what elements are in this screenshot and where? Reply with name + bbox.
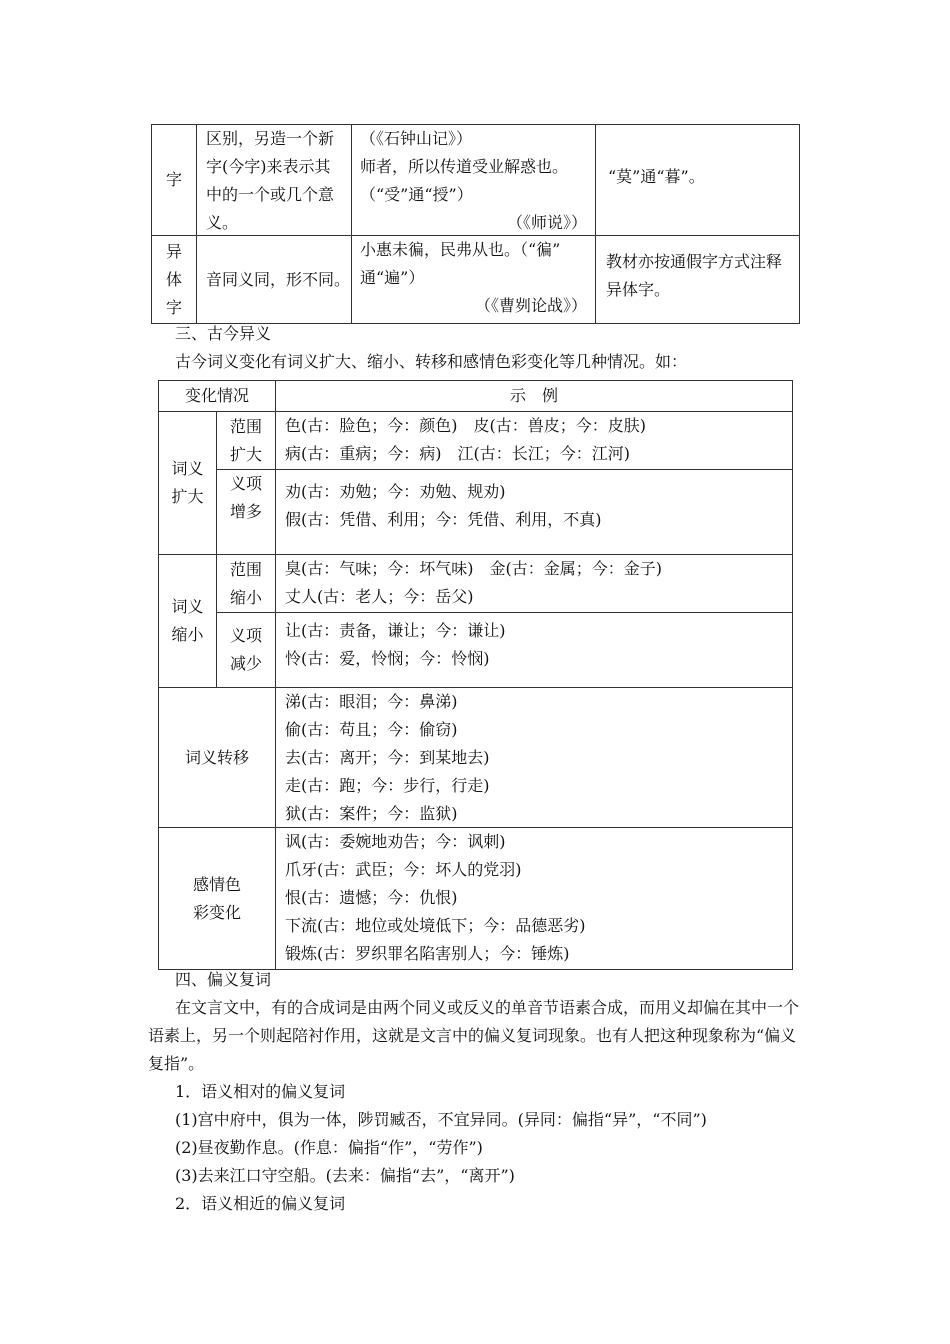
cell-text: 教材亦按通假字方式注释 xyxy=(606,252,783,271)
group-label-cell xyxy=(158,687,276,828)
label-line: 词义 xyxy=(171,597,204,616)
example-line: (2)昼夜勤作息。(作息：偏指“作”，“劳作”) xyxy=(175,1138,483,1157)
example-line: 爪牙(古：武臣；今：坏人的党羽) xyxy=(285,860,522,879)
example-cell xyxy=(275,554,793,613)
cell-text: 异体字。 xyxy=(606,280,671,299)
cell-text: 中的一个或几个意 xyxy=(206,185,335,204)
example-line: 色(古：脸色；今：颜色) 皮(古：兽皮；今：皮肤) xyxy=(285,416,646,435)
table-header-cell xyxy=(275,380,793,412)
table-cell xyxy=(151,235,197,324)
sub-label-cell xyxy=(216,554,276,613)
label-line: 缩小 xyxy=(171,625,204,644)
example-cell xyxy=(275,612,793,688)
cell-text: 音同义同，形不同。 xyxy=(206,270,351,289)
example-line: 假(古：凭借、利用；今：凭借、利用，不真) xyxy=(285,510,602,529)
example-line: 让(古：责备，谦让；今：谦让) xyxy=(285,621,506,640)
cell-text: 义。 xyxy=(206,213,239,232)
example-line: 涕(古：眼泪；今：鼻涕) xyxy=(285,692,458,711)
example-line: 臭(古：气味；今：坏气味) 金(古：金属；今：金子) xyxy=(285,559,662,578)
cell-text: 区别，另造一个新 xyxy=(206,129,335,148)
cell-text: 通“遍”） xyxy=(360,268,425,287)
sub-label-cell xyxy=(216,612,276,688)
example-line: 劝(古：劝勉；今：劝勉、规劝) xyxy=(285,482,506,501)
example-line: 丈人(古：老人；今：岳父) xyxy=(285,587,474,606)
example-line: 恨(古：遗憾；今：仇恨) xyxy=(285,888,458,907)
example-line: 偷(古：苟且；今：偷窃) xyxy=(285,720,458,739)
label-line: 范围 xyxy=(229,416,262,436)
example-cell xyxy=(275,827,793,970)
section-heading: 三、古今异义 xyxy=(175,324,272,343)
label-line: 缩小 xyxy=(229,587,262,607)
header-label: 变化情况 xyxy=(184,386,249,405)
table-cell xyxy=(595,235,800,324)
example-line: 怜(古：爱，怜悯；今：怜悯) xyxy=(285,649,490,668)
label-char: 体 xyxy=(165,269,182,289)
label-line: 扩大 xyxy=(229,444,262,464)
paragraph-line: 在文言文中，有的合成词是由两个同义或反义的单音节语素合成，而用义却偏在其中一个 xyxy=(175,998,800,1017)
label-line: 增多 xyxy=(229,502,262,521)
cell-source: （《曹刿论战》） xyxy=(474,296,587,315)
example-line: (1)宫中府中，俱为一体，陟罚臧否，不宜异同。(异同：偏指“异”，“不同”) xyxy=(175,1110,707,1129)
section-heading: 四、偏义复词 xyxy=(175,970,272,989)
example-line: 走(古：跑；今：步行，行走) xyxy=(285,776,490,795)
group-label xyxy=(159,828,275,969)
cell-text: （《石钟山记》） xyxy=(360,129,473,148)
cell-label: 字 xyxy=(165,170,182,189)
section-paragraph xyxy=(148,994,799,1078)
label-line: 范围 xyxy=(229,559,262,579)
example-line: 病(古：重病；今：病) 江(古：长江；今：江河) xyxy=(285,444,630,463)
example-line: 锻炼(古：罗织罪名陷害别人；今：锤炼) xyxy=(285,944,570,963)
cell-text: 师者，所以传道受业解惑也。 xyxy=(360,157,569,176)
header-label: 示 例 xyxy=(509,386,558,405)
subheading: 2．语义相近的偏义复词 xyxy=(175,1194,346,1213)
cell-source: （《师说》） xyxy=(506,213,587,232)
sub-label xyxy=(217,555,275,612)
group-label-cell xyxy=(158,554,217,688)
table-cell xyxy=(595,124,800,236)
example-line: 下流(古：地位或处境低下；今：品德恶劣) xyxy=(285,916,586,935)
example-line: (3)去来江口守空船。(去来：偏指“去”，“离开”) xyxy=(175,1166,515,1185)
cell-label xyxy=(152,236,196,323)
sub-label xyxy=(217,613,275,687)
group-label: 词义转移 xyxy=(184,747,249,767)
table-cell xyxy=(351,235,596,324)
label-line: 感情色 xyxy=(192,874,241,894)
section-intro: 古今词义变化有词义扩大、缩小、转移和感情色彩变化等几种情况。如： xyxy=(175,352,688,371)
cell-text: 字(今字)来表示其 xyxy=(206,157,331,176)
sub-label xyxy=(217,470,275,554)
label-char: 异 xyxy=(165,241,182,261)
example-line: 讽(古：委婉地劝告；今：讽刺) xyxy=(285,832,506,851)
cell-text: （“受”通“授”） xyxy=(360,185,473,204)
label-char: 字 xyxy=(165,297,182,317)
label-line: 减少 xyxy=(229,654,262,673)
sub-label-cell xyxy=(216,469,276,555)
label-line: 彩变化 xyxy=(192,902,241,922)
cell-text: “莫”通“暮”。 xyxy=(608,167,705,186)
label-line: 义项 xyxy=(229,626,262,645)
example-cell xyxy=(275,469,793,555)
group-label xyxy=(159,412,216,554)
table-cell xyxy=(151,124,197,236)
group-label xyxy=(159,555,216,687)
example-cell xyxy=(275,411,793,470)
example-line: 去(古：离开；今：到某地去) xyxy=(285,748,490,767)
group-label-cell xyxy=(158,411,217,555)
cell-text: 小惠未徧，民弗从也。（“徧” xyxy=(360,240,561,259)
label-line: 扩大 xyxy=(171,487,204,506)
sub-label xyxy=(217,412,275,469)
table-cell xyxy=(196,235,352,324)
paragraph-line: 语素上，另一个则起陪衬作用，这就是文言中的偏义复词现象。也有人把这种现象称为“偏义 xyxy=(148,1026,797,1045)
subheading: 1．语义相对的偏义复词 xyxy=(175,1082,346,1101)
example-line: 狱(古：案件；今：监狱) xyxy=(285,804,458,823)
table-cell xyxy=(196,124,352,236)
table-cell xyxy=(351,124,596,236)
group-label-cell xyxy=(158,827,276,970)
sub-label-cell xyxy=(216,411,276,470)
label-line: 义项 xyxy=(229,474,262,493)
label-line: 词义 xyxy=(171,459,204,478)
example-cell xyxy=(275,687,793,828)
paragraph-line: 复指”。 xyxy=(148,1054,205,1073)
table-header-cell xyxy=(158,380,276,412)
